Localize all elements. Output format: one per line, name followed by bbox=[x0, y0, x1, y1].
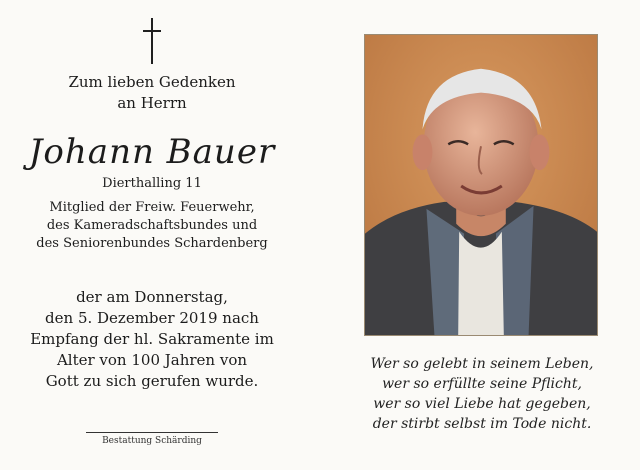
death-notice-line: der am Donnerstag, bbox=[76, 288, 228, 306]
cross-icon bbox=[143, 18, 161, 64]
death-notice-line: Alter von 100 Jahren von bbox=[56, 351, 248, 369]
poem-line: der stirbt selbst im Tode nicht. bbox=[372, 416, 592, 432]
deceased-name: Johann Bauer bbox=[28, 132, 276, 172]
membership-text bbox=[10, 199, 294, 253]
membership-line: des Kameradschaftsbundes und bbox=[46, 218, 258, 233]
poem-line: wer so viel Liebe hat gegeben, bbox=[373, 396, 591, 412]
death-notice-line: Empfang der hl. Sakramente im bbox=[30, 330, 274, 348]
portrait-photo bbox=[364, 34, 598, 336]
membership-line: des Seniorenbundes Schardenberg bbox=[36, 236, 268, 251]
membership-line: Mitglied der Freiw. Feuerwehr, bbox=[49, 200, 255, 215]
poem-line: Wer so gelebt in seinem Leben, bbox=[370, 356, 594, 372]
intro-text bbox=[10, 72, 294, 114]
poem bbox=[348, 354, 616, 434]
death-notice-line: den 5. Dezember 2019 nach bbox=[45, 309, 259, 327]
poem-line: wer so erfüllte seine Pflicht, bbox=[382, 376, 582, 392]
intro-line: Zum lieben Gedenken bbox=[68, 73, 236, 91]
divider bbox=[86, 432, 218, 433]
intro-line: an Herrn bbox=[117, 94, 187, 112]
death-notice-line: Gott zu sich gerufen wurde. bbox=[45, 372, 259, 390]
undertaker-label: Bestattung Schärding bbox=[102, 436, 202, 446]
portrait-illustration bbox=[365, 35, 597, 335]
address: Dierthalling 11 bbox=[102, 176, 202, 191]
death-notice bbox=[10, 287, 294, 392]
